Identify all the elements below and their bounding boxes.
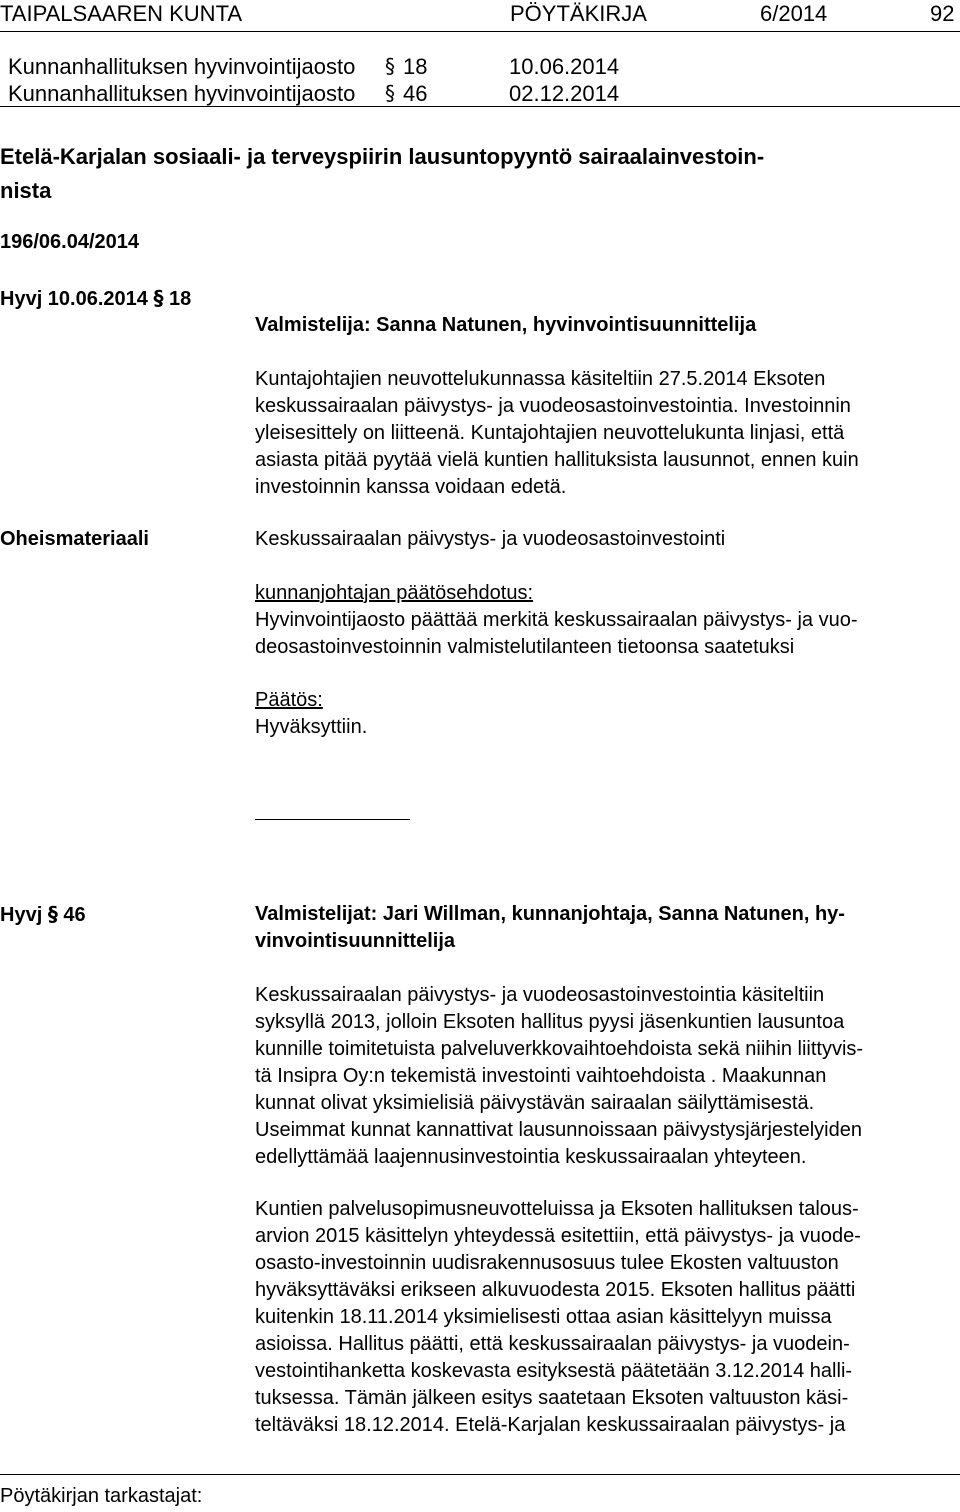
- reviewers-label: Pöytäkirjan tarkastajat:: [0, 1485, 203, 1507]
- body-line: tuksessa. Tämän jälkeen esitys saatetaan Eksoten valtuuston käsi-: [255, 1387, 849, 1409]
- body-line: Useimmat kunnat kannattivat lausunnoissaan päivystysjärjestelyiden: [255, 1119, 862, 1141]
- body-line: edellyttämää laajennusinvestointia keskussairaalan yhteyteen.: [255, 1146, 807, 1168]
- page-number: 92: [930, 1, 955, 26]
- section-reference: [0, 285, 191, 313]
- section-symbol: §: [385, 81, 395, 105]
- preparer-line: Valmistelijat: Jari Willman, kunnanjohtaja, Sanna Natunen, hy-: [255, 903, 845, 925]
- section2-paragraph-2: [255, 1196, 861, 1439]
- section-ref-number: 46: [63, 904, 86, 926]
- proposal-line: deosastoinvestoinnin valmistelutilanteen tietoonsa saatetuksi: [255, 636, 795, 658]
- preparer-line: vinvointisuunnittelija: [255, 930, 456, 952]
- meeting-body: Kunnanhallituksen hyvinvointijaosto: [8, 54, 356, 79]
- decision-label: Päätös:: [255, 689, 323, 711]
- section-ref-text: Hyvj 10.06.2014: [0, 288, 148, 310]
- body-line: teltäväksi 18.12.2014. Etelä-Karjalan keskussairaalan päivystys- ja: [255, 1414, 846, 1436]
- body-line: investoinnin kanssa voidaan edetä.: [255, 476, 567, 498]
- body-line: hyväksyttäväksi erikseen alkuvuodesta 2015. Eksoten hallitus päätti: [255, 1279, 856, 1301]
- document-type: PÖYTÄKIRJA: [510, 1, 647, 26]
- body-line: Kuntien palvelusopimusneuvotteluissa ja Eksoten hallituksen talous-: [255, 1198, 859, 1220]
- meeting-section-number: 18: [403, 54, 428, 79]
- attachment-label: Oheismateriaali: [0, 528, 149, 550]
- section-reference: [0, 901, 86, 929]
- body-line: syksyllä 2013, jolloin Eksoten hallitus pyysi jäsenkuntien lausuntoa: [255, 1011, 845, 1033]
- body-line: arvion 2015 käsittelyn yhteydessä esitettiin, että päivystys- ja vuode-: [255, 1225, 861, 1247]
- section-ref-number: 18: [169, 288, 192, 310]
- body-line: yleisesittely on liitteenä. Kuntajohtajien neuvottelukunta linjasi, että: [255, 422, 845, 444]
- proposal-line: Hyvinvointijaosto päättää merkitä keskussairaalan päivystys- ja vuo-: [255, 609, 858, 631]
- meetings-divider: [0, 106, 960, 107]
- document-number: 6/2014: [760, 1, 828, 26]
- body-line: vestointihanketta koskevasta esityksestä päätetään 3.12.2014 halli-: [255, 1360, 853, 1382]
- meeting-date: 10.06.2014: [509, 54, 620, 79]
- section-symbol: §: [153, 286, 164, 310]
- section-symbol: §: [385, 54, 395, 78]
- proposal-text: [255, 607, 858, 661]
- body-line: kunnat olivat yksimielisiä päivystävän sairaalan säilyttämisestä.: [255, 1092, 815, 1114]
- body-line: tä Insipra Oy:n tekemistä investointi vaihtoehdoista . Maakunnan: [255, 1065, 827, 1087]
- section2-paragraph-1: [255, 982, 863, 1171]
- section-ref-text: Hyvj: [0, 904, 43, 926]
- body-line: osasto-investoinnin uudisrakennusosuus tulee Ekosten valtuuston: [255, 1252, 839, 1274]
- title-line: nista: [0, 178, 52, 203]
- body-line: asiasta pitää pyytää vielä kuntien hallituksista lausunnot, ennen kuin: [255, 449, 859, 471]
- body-line: kuitenkin 18.11.2014 yksimielisesti ottaa asian käsittelyyn muissa: [255, 1306, 832, 1328]
- section-symbol: §: [47, 902, 58, 926]
- attachment-text: Keskussairaalan päivystys- ja vuodeosastoinvestointi: [255, 528, 726, 550]
- proposal-label: kunnanjohtajan päätösehdotus:: [255, 582, 534, 604]
- title-line: Etelä-Karjalan sosiaali- ja terveyspiirin lausuntopyyntö sairaalainvestoin-: [0, 144, 765, 169]
- footer-divider: [0, 1474, 960, 1475]
- meeting-date: 02.12.2014: [509, 81, 620, 106]
- preparers: [255, 901, 845, 955]
- section-separator: [255, 819, 410, 820]
- body-line: kunnille toimitetuista palveluverkkovaihtoehdoista sekä niihin liittyvis-: [255, 1038, 864, 1060]
- preparer: Valmistelija: Sanna Natunen, hyvinvointisuunnittelija: [255, 314, 757, 336]
- section1-body: [255, 366, 859, 501]
- body-line: keskussairaalan päivystys- ja vuodeosastoinvestointia. Investoinnin: [255, 395, 851, 417]
- body-line: Kuntajohtajien neuvottelukunnassa käsiteltiin 27.5.2014 Eksoten: [255, 368, 826, 390]
- case-reference: 196/06.04/2014: [0, 231, 140, 253]
- header-divider: [0, 31, 960, 32]
- meeting-body: Kunnanhallituksen hyvinvointijaosto: [8, 81, 356, 106]
- body-line: asioissa. Hallitus päätti, että keskussairaalan päivystys- ja vuodein-: [255, 1333, 850, 1355]
- document-title: [0, 140, 764, 208]
- decision-text: Hyväksyttiin.: [255, 716, 368, 738]
- body-line: Keskussairaalan päivystys- ja vuodeosastoinvestointia käsiteltiin: [255, 984, 825, 1006]
- municipality-name: TAIPALSAAREN KUNTA: [0, 1, 243, 26]
- meeting-section-number: 46: [403, 81, 428, 106]
